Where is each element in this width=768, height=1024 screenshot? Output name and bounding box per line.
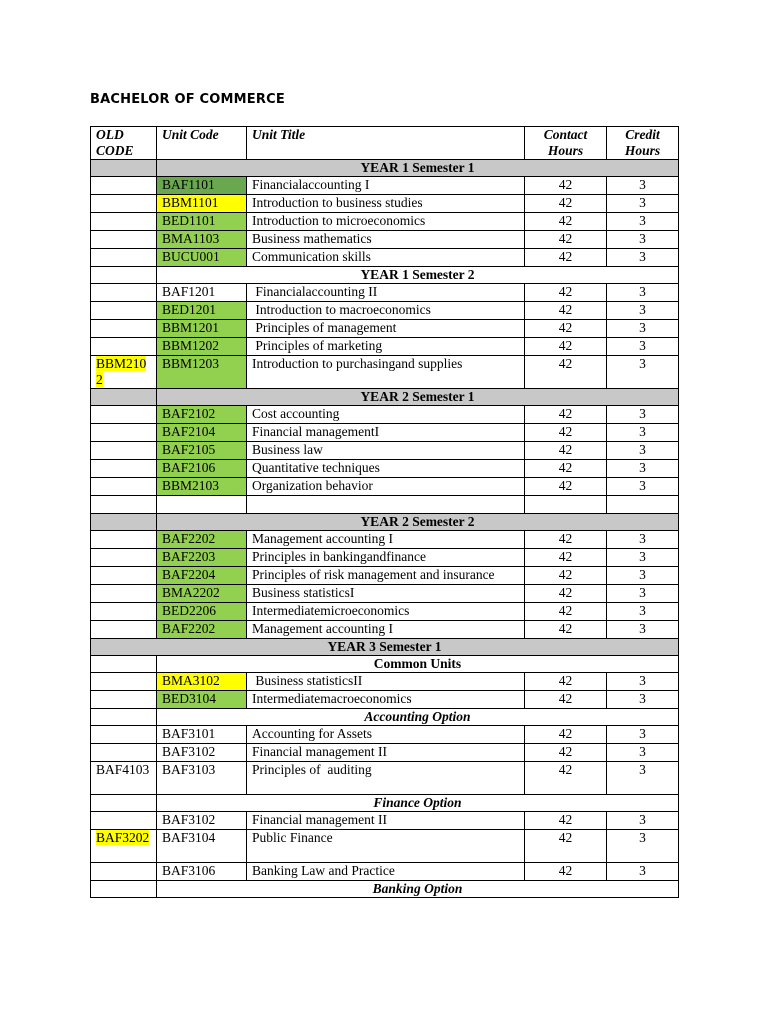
unit-title-cell: Principles of auditing (247, 762, 525, 795)
header-old-code: OLD CODE (91, 127, 157, 160)
contact-hours-cell: 42 (525, 478, 607, 496)
old-code-cell (91, 830, 157, 863)
unit-title-cell: Business mathematics (247, 231, 525, 249)
unit-code-cell: BBM1101 (157, 195, 247, 213)
unit-title-cell: Introduction to purchasingand supplies (247, 356, 525, 389)
credit-hours-cell: 3 (607, 460, 679, 478)
old-code-cell (91, 812, 157, 830)
accounting-option-heading-spacer (91, 709, 157, 726)
old-code-cell (91, 284, 157, 302)
old-code-cell (91, 338, 157, 356)
unit-title-cell: Organization behavior (247, 478, 525, 496)
old-code-cell (91, 442, 157, 460)
header-contact-hours: Contact Hours (525, 127, 607, 160)
unit-title-cell: Principles of management (247, 320, 525, 338)
unit-code-cell: BED2206 (157, 603, 247, 621)
credit-hours-cell: 3 (607, 673, 679, 691)
unit-title-cell: Introduction to macroeconomics (247, 302, 525, 320)
unit-title-cell: Principles in bankingandfinance (247, 549, 525, 567)
unit-code-cell: BED3104 (157, 691, 247, 709)
old-code-cell (91, 177, 157, 195)
old-code-text: BBM2102 (96, 356, 147, 387)
unit-code-cell: BAF3102 (157, 812, 247, 830)
unit-title-cell: Accounting for Assets (247, 726, 525, 744)
old-code-cell (91, 762, 157, 795)
contact-hours-cell (525, 496, 607, 514)
header-credit-hours: Credit Hours (607, 127, 679, 160)
section-heading (91, 389, 679, 406)
unit-title-cell: Principles of marketing (247, 338, 525, 356)
unit-code-cell: BAF2204 (157, 567, 247, 585)
contact-hours-cell: 42 (525, 356, 607, 389)
credit-hours-cell: 3 (607, 284, 679, 302)
table-row (91, 585, 679, 603)
credit-hours-cell: 3 (607, 177, 679, 195)
table-row (91, 177, 679, 195)
old-code-cell (91, 406, 157, 424)
section-heading-label: YEAR 1 Semester 2 (157, 267, 679, 284)
old-code-cell (91, 863, 157, 881)
unit-code-cell: BAF3104 (157, 830, 247, 863)
contact-hours-cell: 42 (525, 812, 607, 830)
table-row (91, 621, 679, 639)
contact-hours-cell: 42 (525, 567, 607, 585)
old-code-cell (91, 621, 157, 639)
unit-title-cell: Business statisticsI (247, 585, 525, 603)
finance-option-heading (91, 795, 679, 812)
unit-code-cell: BAF1101 (157, 177, 247, 195)
table-row (91, 673, 679, 691)
unit-code-cell: BAF3101 (157, 726, 247, 744)
contact-hours-cell: 42 (525, 177, 607, 195)
contact-hours-cell: 42 (525, 460, 607, 478)
table-row (91, 442, 679, 460)
unit-code-cell: BBM2103 (157, 478, 247, 496)
unit-code-cell: BAF3102 (157, 744, 247, 762)
section-heading (91, 514, 679, 531)
old-code-cell (91, 302, 157, 320)
unit-title-cell: Management accounting I (247, 621, 525, 639)
unit-code-cell: BAF2104 (157, 424, 247, 442)
credit-hours-cell: 3 (607, 531, 679, 549)
section-heading-spacer (91, 389, 157, 406)
accounting-option-heading-label: Accounting Option (157, 709, 679, 726)
unit-title-cell: Financial managementI (247, 424, 525, 442)
table-row (91, 424, 679, 442)
old-code-cell (91, 691, 157, 709)
table-row (91, 213, 679, 231)
unit-title-cell: Principles of risk management and insurance (247, 567, 525, 585)
section-heading (91, 267, 679, 284)
credit-hours-cell: 3 (607, 338, 679, 356)
contact-hours-cell: 42 (525, 726, 607, 744)
course-table (90, 126, 679, 898)
old-code-cell (91, 213, 157, 231)
section-heading-spacer (91, 267, 157, 284)
old-code-text: BAF4103 (96, 762, 150, 777)
old-code-cell (91, 673, 157, 691)
table-row (91, 320, 679, 338)
table-row (91, 496, 679, 514)
course-table-body (91, 127, 679, 898)
credit-hours-cell (607, 496, 679, 514)
old-code-cell (91, 744, 157, 762)
common-units-heading (91, 656, 679, 673)
unit-title-cell: Financialaccounting I (247, 177, 525, 195)
unit-code-cell: BBM1202 (157, 338, 247, 356)
table-row (91, 249, 679, 267)
table-row (91, 863, 679, 881)
unit-title-cell: Public Finance (247, 830, 525, 863)
unit-code-cell: BUCU001 (157, 249, 247, 267)
unit-code-cell (157, 496, 247, 514)
old-code-cell (91, 585, 157, 603)
credit-hours-cell: 3 (607, 744, 679, 762)
unit-code-cell: BAF1201 (157, 284, 247, 302)
contact-hours-cell: 42 (525, 762, 607, 795)
table-row (91, 356, 679, 389)
old-code-cell (91, 567, 157, 585)
section-heading-label: YEAR 3 Semester 1 (91, 639, 679, 656)
credit-hours-cell: 3 (607, 195, 679, 213)
unit-title-cell: Intermediatemacroeconomics (247, 691, 525, 709)
credit-hours-cell: 3 (607, 442, 679, 460)
unit-code-cell: BMA3102 (157, 673, 247, 691)
credit-hours-cell: 3 (607, 320, 679, 338)
unit-code-cell: BMA2202 (157, 585, 247, 603)
credit-hours-cell: 3 (607, 302, 679, 320)
credit-hours-cell: 3 (607, 603, 679, 621)
contact-hours-cell: 42 (525, 284, 607, 302)
old-code-cell (91, 603, 157, 621)
table-row (91, 338, 679, 356)
contact-hours-cell: 42 (525, 549, 607, 567)
unit-code-cell: BAF3106 (157, 863, 247, 881)
table-row (91, 567, 679, 585)
credit-hours-cell: 3 (607, 549, 679, 567)
accounting-option-heading (91, 709, 679, 726)
section-heading (91, 639, 679, 656)
table-row (91, 691, 679, 709)
old-code-text: BAF3202 (96, 830, 150, 845)
old-code-cell (91, 496, 157, 514)
section-heading (91, 160, 679, 177)
table-row (91, 478, 679, 496)
table-row (91, 284, 679, 302)
section-heading-spacer (91, 514, 157, 531)
document-title: BACHELOR OF COMMERCE (90, 92, 285, 107)
table-row (91, 830, 679, 863)
banking-option-heading-label: Banking Option (157, 881, 679, 898)
unit-title-cell: Business law (247, 442, 525, 460)
contact-hours-cell: 42 (525, 442, 607, 460)
old-code-cell (91, 726, 157, 744)
finance-option-heading-label: Finance Option (157, 795, 679, 812)
unit-code-cell: BBM1203 (157, 356, 247, 389)
contact-hours-cell: 42 (525, 249, 607, 267)
credit-hours-cell: 3 (607, 621, 679, 639)
table-row (91, 231, 679, 249)
table-header-row (91, 127, 679, 160)
credit-hours-cell: 3 (607, 567, 679, 585)
old-code-cell (91, 531, 157, 549)
credit-hours-cell: 3 (607, 585, 679, 603)
contact-hours-cell: 42 (525, 621, 607, 639)
unit-title-cell (247, 496, 525, 514)
credit-hours-cell: 3 (607, 762, 679, 795)
credit-hours-cell: 3 (607, 691, 679, 709)
table-row (91, 460, 679, 478)
credit-hours-cell: 3 (607, 231, 679, 249)
table-row (91, 302, 679, 320)
unit-code-cell: BAF3103 (157, 762, 247, 795)
credit-hours-cell: 3 (607, 249, 679, 267)
contact-hours-cell: 42 (525, 406, 607, 424)
old-code-cell (91, 549, 157, 567)
credit-hours-cell: 3 (607, 478, 679, 496)
table-row (91, 603, 679, 621)
unit-title-cell: Financial management II (247, 744, 525, 762)
credit-hours-cell: 3 (607, 356, 679, 389)
contact-hours-cell: 42 (525, 213, 607, 231)
old-code-cell (91, 249, 157, 267)
section-heading-label: YEAR 2 Semester 2 (157, 514, 679, 531)
table-row (91, 549, 679, 567)
old-code-cell (91, 356, 157, 389)
banking-option-heading (91, 881, 679, 898)
unit-title-cell: Financialaccounting II (247, 284, 525, 302)
unit-title-cell: Financial management II (247, 812, 525, 830)
contact-hours-cell: 42 (525, 585, 607, 603)
section-heading-label: YEAR 2 Semester 1 (157, 389, 679, 406)
header-unit-title: Unit Title (247, 127, 525, 160)
credit-hours-cell: 3 (607, 406, 679, 424)
unit-title-cell: Management accounting I (247, 531, 525, 549)
table-row (91, 744, 679, 762)
credit-hours-cell: 3 (607, 812, 679, 830)
table-row (91, 195, 679, 213)
contact-hours-cell: 42 (525, 231, 607, 249)
unit-code-cell: BAF2202 (157, 531, 247, 549)
contact-hours-cell: 42 (525, 531, 607, 549)
contact-hours-cell: 42 (525, 320, 607, 338)
old-code-cell (91, 478, 157, 496)
credit-hours-cell: 3 (607, 213, 679, 231)
table-row (91, 812, 679, 830)
contact-hours-cell: 42 (525, 863, 607, 881)
unit-title-cell: Cost accounting (247, 406, 525, 424)
unit-title-cell: Business statisticsII (247, 673, 525, 691)
contact-hours-cell: 42 (525, 673, 607, 691)
unit-code-cell: BAF2203 (157, 549, 247, 567)
unit-code-cell: BAF2105 (157, 442, 247, 460)
unit-code-cell: BAF2106 (157, 460, 247, 478)
old-code-cell (91, 320, 157, 338)
common-units-heading-spacer (91, 656, 157, 673)
unit-title-cell: Introduction to microeconomics (247, 213, 525, 231)
contact-hours-cell: 42 (525, 302, 607, 320)
table-row (91, 762, 679, 795)
common-units-heading-label: Common Units (157, 656, 679, 673)
contact-hours-cell: 42 (525, 830, 607, 863)
unit-title-cell: Quantitative techniques (247, 460, 525, 478)
contact-hours-cell: 42 (525, 338, 607, 356)
unit-title-cell: Banking Law and Practice (247, 863, 525, 881)
credit-hours-cell: 3 (607, 726, 679, 744)
old-code-cell (91, 195, 157, 213)
contact-hours-cell: 42 (525, 603, 607, 621)
unit-code-cell: BED1201 (157, 302, 247, 320)
unit-code-cell: BMA1103 (157, 231, 247, 249)
contact-hours-cell: 42 (525, 195, 607, 213)
unit-code-cell: BAF2102 (157, 406, 247, 424)
table-row (91, 531, 679, 549)
unit-code-cell: BAF2202 (157, 621, 247, 639)
contact-hours-cell: 42 (525, 744, 607, 762)
credit-hours-cell: 3 (607, 830, 679, 863)
unit-title-cell: Communication skills (247, 249, 525, 267)
section-heading-label: YEAR 1 Semester 1 (157, 160, 679, 177)
banking-option-heading-spacer (91, 881, 157, 898)
table-row (91, 406, 679, 424)
table-row (91, 726, 679, 744)
contact-hours-cell: 42 (525, 691, 607, 709)
contact-hours-cell: 42 (525, 424, 607, 442)
unit-code-cell: BED1101 (157, 213, 247, 231)
credit-hours-cell: 3 (607, 863, 679, 881)
unit-title-cell: Introduction to business studies (247, 195, 525, 213)
old-code-cell (91, 460, 157, 478)
finance-option-heading-spacer (91, 795, 157, 812)
unit-code-cell: BBM1201 (157, 320, 247, 338)
old-code-cell (91, 231, 157, 249)
unit-title-cell: Intermediatemicroeconomics (247, 603, 525, 621)
old-code-cell (91, 424, 157, 442)
credit-hours-cell: 3 (607, 424, 679, 442)
header-unit-code: Unit Code (157, 127, 247, 160)
section-heading-spacer (91, 160, 157, 177)
